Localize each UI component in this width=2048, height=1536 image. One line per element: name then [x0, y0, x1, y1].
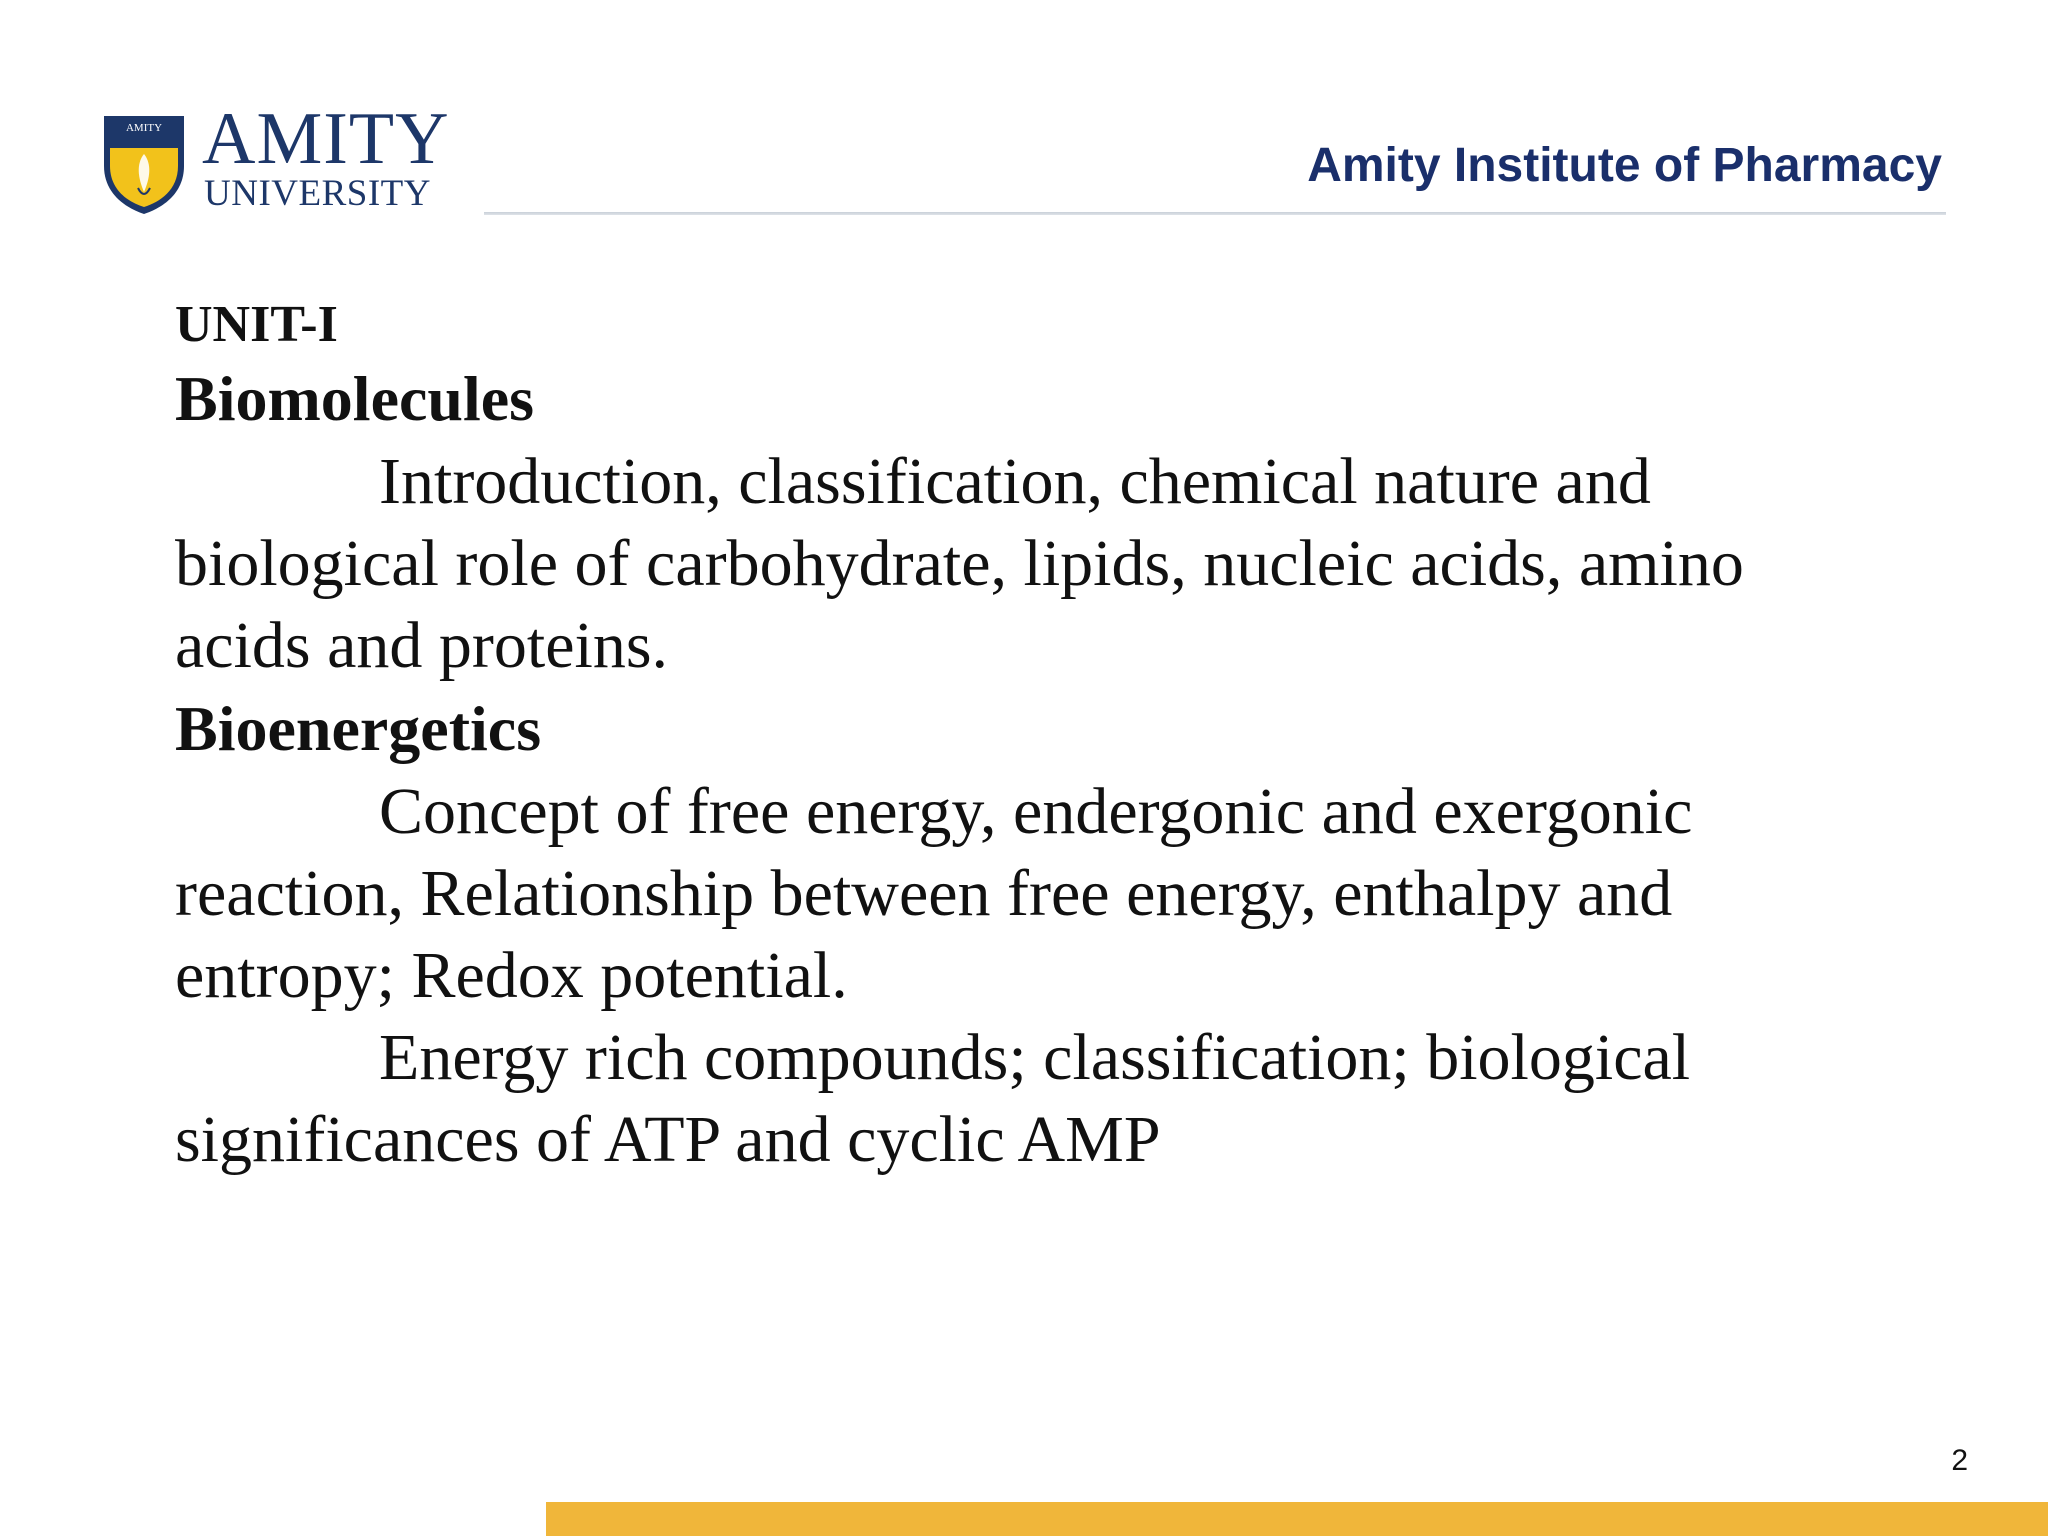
logo-wordmark-university: UNIVERSITY — [204, 173, 431, 214]
shield-text: AMITY — [125, 122, 163, 134]
section-title-biomolecules: Biomolecules — [175, 363, 535, 434]
footer-accent-bar — [546, 1502, 2048, 1536]
slide-content — [175, 293, 1895, 1181]
bioenergetics-paragraph-2: Energy rich compounds; classification; biological significances of ATP and cyclic AMP — [175, 1021, 1691, 1176]
page-number: 2 — [1951, 1444, 1968, 1477]
header-divider — [484, 212, 1946, 215]
logo-wordmark-amity: AMITY — [202, 98, 450, 180]
unit-heading: UNIT-I — [175, 296, 338, 353]
institute-name: Amity Institute of Pharmacy — [1307, 139, 1942, 192]
bioenergetics-paragraph-1: Concept of free energy, endergonic and exergonic reaction, Relationship between free energy, enthalpy and entropy; Redox potential. — [175, 775, 1693, 1012]
amity-shield-icon — [98, 108, 190, 216]
section-title-bioenergetics: Bioenergetics — [175, 693, 542, 764]
amity-logo — [98, 98, 450, 218]
biomolecules-paragraph: Introduction, classification, chemical nature and biological role of carbohydrate, lipids, nucleic acids, amino acids and proteins. — [175, 445, 1744, 682]
